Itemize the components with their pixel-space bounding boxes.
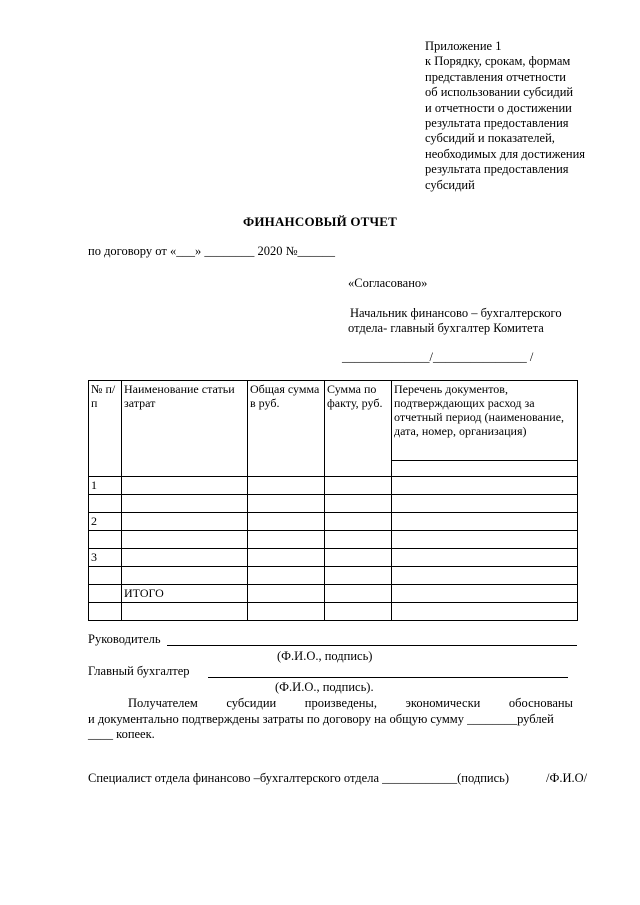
table-cell [325,567,392,585]
table-cell [89,603,122,621]
table-cell [122,549,248,567]
table-cell [325,495,392,513]
table-cell [248,567,325,585]
appendix-line: необходимых для достижения [425,146,586,161]
table-cell [325,513,392,531]
approval-position-line1: Начальник финансово – бухгалтерского [350,306,562,320]
table-cell [392,531,578,549]
statement-word: субсидии [226,696,277,710]
table-row [89,531,578,549]
specialist-fio: /Ф.И.О/ [546,771,588,785]
header-num: № п/п [89,381,122,477]
statement-word: обоснованы [508,696,573,710]
table-cell [89,495,122,513]
table-row [89,495,578,513]
table-cell [325,585,392,603]
appendix-line: об использовании субсидий [425,85,574,100]
total-label: ИТОГО [122,585,248,603]
financial-table [88,380,578,621]
appendix-note [425,39,585,193]
table-header-row [89,381,578,461]
statement-word: экономически [405,696,481,710]
head-caption: (Ф.И.О., подпись) [277,649,373,663]
table-cell [248,531,325,549]
contract-line: по договору от «___» ________ 2020 №______ [88,244,335,258]
table-cell [248,495,325,513]
head-signature-line [167,645,577,646]
statement-line1 [128,696,573,711]
table-cell [392,477,578,495]
table-cell [122,513,248,531]
table-cell [325,531,392,549]
table-cell [325,603,392,621]
table-cell [392,513,578,531]
row-number: 2 [89,513,122,531]
table-cell [89,567,122,585]
table-total-row [89,585,578,603]
statement-line3: ____ копеек. [88,727,155,741]
statement-word: Получателем [128,696,198,710]
appendix-line: к Порядку, срокам, формам [425,54,571,69]
approval-position-line2: отдела- главный бухгалтер Комитета [348,321,544,335]
table-cell [89,585,122,603]
table-cell [122,567,248,585]
table-cell [248,603,325,621]
approval-agreed: «Согласовано» [348,276,428,290]
appendix-line: Приложение 1 [425,39,502,53]
table-row [89,603,578,621]
row-number: 1 [89,477,122,495]
table-cell [248,549,325,567]
appendix-line: субсидий [425,177,475,192]
table-cell [122,603,248,621]
table-row [89,567,578,585]
table-row [89,477,578,495]
table-cell [392,495,578,513]
approval-signature-line: ______________/_______________ / [342,350,534,364]
header-docs: Перечень документов, подтверждающих расход за отчетный период (наименование, дата, номер, организация) [392,381,578,461]
table-cell [248,477,325,495]
statement-line2: и документально подтверждены затраты по договору на общую сумму ________рублей [88,712,554,726]
head-label: Руководитель [88,632,161,646]
appendix-line: результата предоставления [425,162,569,177]
appendix-line: представления отчетности [425,69,566,84]
appendix-line: и отчетности о достижении [425,100,572,115]
table-cell [248,513,325,531]
specialist-signature: Специалист отдела финансово –бухгалтерского отдела ____________(подпись) [88,771,510,785]
table-cell [392,567,578,585]
table-row [89,549,578,567]
row-number: 3 [89,549,122,567]
table-cell [392,603,578,621]
table-row [89,513,578,531]
table-cell [392,585,578,603]
page-title: ФИНАНСОВЫЙ ОТЧЕТ [242,214,398,229]
accountant-caption: (Ф.И.О., подпись). [275,680,374,694]
accountant-signature-line [208,677,568,678]
appendix-line: субсидий и показателей, [425,131,555,146]
table-cell [122,531,248,549]
header-name: Наименование статьи затрат [122,381,248,477]
table-cell [89,531,122,549]
table-cell [392,549,578,567]
table-cell [325,477,392,495]
table-cell [392,461,578,477]
accountant-label: Главный бухгалтер [88,664,190,678]
header-total: Общая сумма в руб. [248,381,325,477]
table-cell [122,495,248,513]
table-cell [248,585,325,603]
table-cell [325,549,392,567]
header-actual: Сумма по факту, руб. [325,381,392,477]
table-cell [122,477,248,495]
appendix-line: результата предоставления [425,116,569,131]
statement-word: произведены, [304,696,377,710]
